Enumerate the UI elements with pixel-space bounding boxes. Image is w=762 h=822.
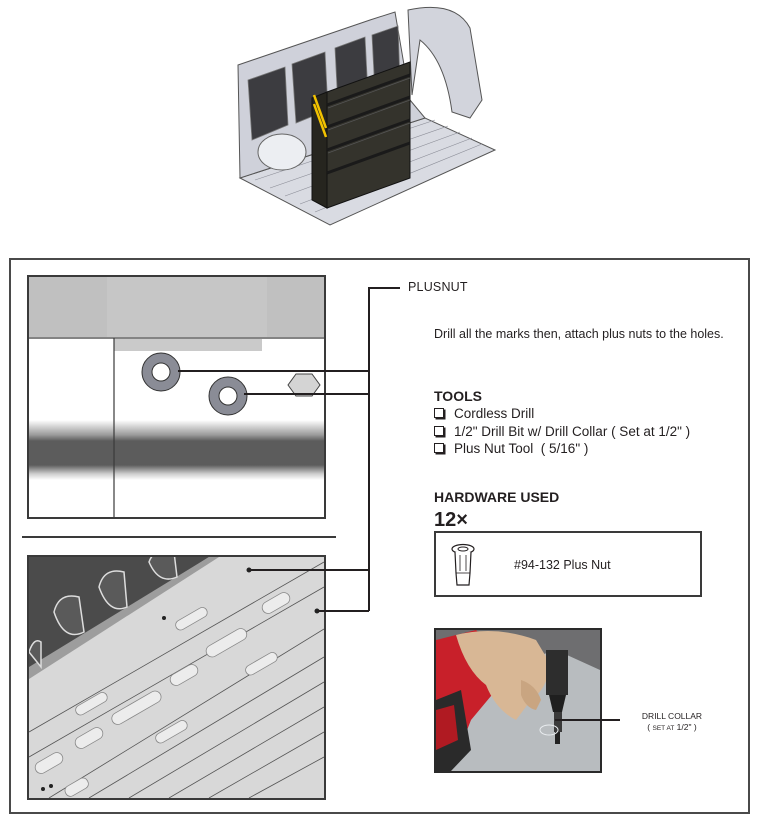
drill-collar-callout	[624, 711, 720, 734]
hardware-part-name: #94-132 Plus Nut	[514, 558, 611, 572]
checkbox-icon[interactable]	[434, 408, 444, 418]
figure-divider	[22, 536, 336, 538]
leader-line-floor-mark-2	[318, 610, 369, 612]
drill-collar-label: DRILL COLLAR	[641, 711, 703, 721]
hole-marker-2	[209, 377, 247, 415]
tool-item[interactable]: Cordless Drill	[434, 405, 690, 423]
leader-line-drill-collar	[555, 719, 620, 721]
van-shelving-illustration	[220, 0, 520, 235]
tool-item[interactable]: 1/2" Drill Bit w/ Drill Collar ( Set at 1/2" )	[434, 423, 690, 441]
plusnut-closeup-figure	[27, 275, 326, 519]
plus-nut-icon	[450, 543, 476, 587]
leader-line-hole-2	[244, 393, 369, 395]
drill-collar-photo	[434, 628, 602, 773]
tools-checklist	[434, 405, 690, 458]
hardware-quantity: 12×	[434, 509, 468, 531]
tools-heading: TOOLS	[434, 388, 482, 404]
van-interior-icon	[220, 0, 520, 235]
hole-marker-1	[142, 353, 180, 391]
step-instruction-text: Drill all the marks then, attach plus nuts to the holes.	[434, 327, 724, 341]
van-floor-marks-figure	[27, 555, 326, 800]
leader-bus-line	[368, 287, 370, 611]
tool-item[interactable]: Plus Nut Tool ( 5/16" )	[434, 440, 690, 458]
leader-line-floor-mark-1	[249, 569, 369, 571]
leader-line-plusnut-label	[368, 287, 400, 289]
checkbox-icon[interactable]	[434, 443, 444, 453]
leader-line-hole-1	[178, 370, 369, 372]
hardware-heading: HARDWARE USED	[434, 489, 560, 505]
plusnut-callout-label: PLUSNUT	[408, 280, 468, 294]
checkbox-icon[interactable]	[434, 426, 444, 436]
drill-collar-setting: ( SET AT 1/2" )	[647, 722, 697, 732]
